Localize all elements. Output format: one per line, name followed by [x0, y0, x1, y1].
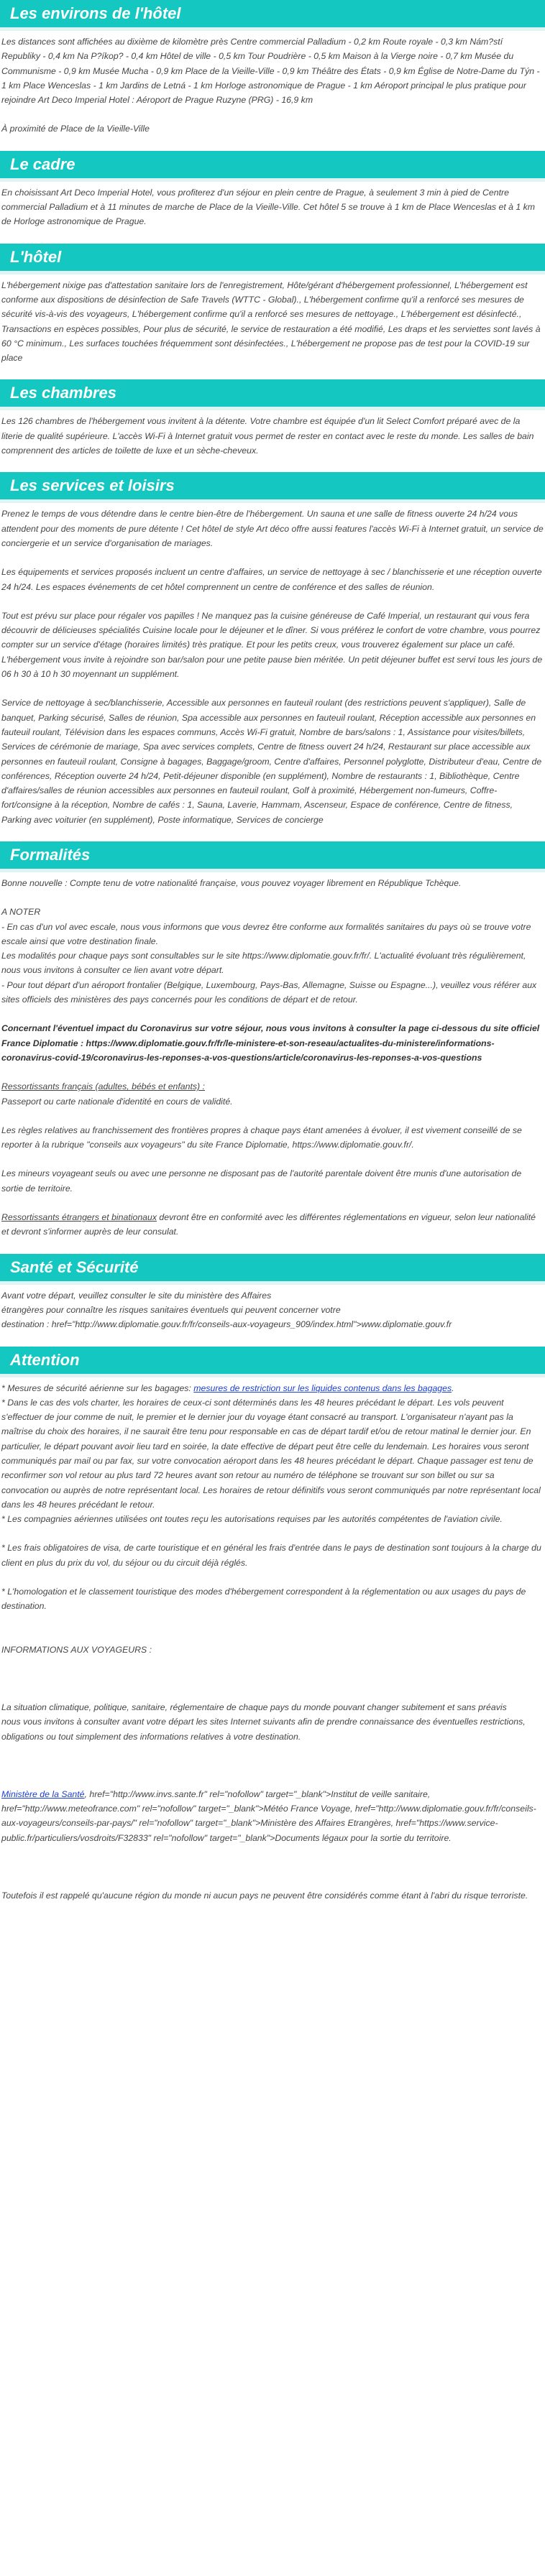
- section-title-chambres: Les chambres: [0, 379, 545, 407]
- attention-invite: nous vous invitons à consulter avant votre départ les sites Internet suivants afin de prendre connaissance des éventuelles restrictions, obligations ou tout simplement des informations relatives à votre destination.: [1, 1717, 526, 1742]
- attention-visa-fees: * Les frais obligatoires de visa, de carte touristique et en général les frais d'entrée dans le pays de destination sont toujours à la charge du client en plus du prix du vol, du séjour ou du circuit déjà réglés.: [1, 1543, 541, 1568]
- section-attention: [0, 1347, 545, 1903]
- formalites-foreigners-label: Ressortissants étrangers et binationaux: [1, 1212, 157, 1223]
- services-equipment: Les équipements et services proposés incluent un centre d'affaires, un service de nettoyage à sec / blanchisserie et une réception ouverte 24 h/24. Les espaces événements de cet hôtel comprennent un centre de conférence et des salles de réunion.: [1, 567, 542, 592]
- formalites-note-border-airport: - Pour tout départ d'un aéroport frontalier (Belgique, Luxembourg, Pays-Bas, Allemagne, Suisse ou Espagne...), veuillez vous référer aux sites officiels des ministères des pays concernés pour les conditions de départ et de retour.: [1, 979, 537, 1005]
- cadre-text: En choisissant Art Deco Imperial Hotel, vous profiterez d'un séjour en plein centre de Prague, à seulement 3 min à pied de Centre commercial Palladium et à 11 minutes de marche de Place de la Vieille-Ville. Cet hôtel 5 se trouve à 1 km de Place Wenceslas et à 1 km de Horloge astronomique de Prague.: [1, 187, 536, 227]
- attention-luggage-end: .: [452, 1382, 454, 1393]
- formalites-minors: Les mineurs voyageant seuls ou avec une personne ne disposant pas de l'autorité parentale doivent être munis d'une autorisation de sortie de territoire.: [1, 1168, 522, 1194]
- formalites-french-label: Ressortissants français (adultes, bébés et enfants) :: [1, 1081, 205, 1092]
- liquids-restriction-link[interactable]: mesures de restriction sur les liquides contenus dans les bagages: [193, 1382, 452, 1393]
- section-title-environs: Les environs de l'hôtel: [0, 0, 545, 27]
- services-wellness: Prenez le temps de vous détendre dans le centre bien-être de l'hébergement. Un sauna et une salle de fitness ouverte 24 h/24 vous attendent pour des moments de pure détente ! Cet hôtel de style Art déco offre aussi features l'accès Wi-Fi à Internet gratuit, un service de conciergerie et un service d'organisation de mariages.: [1, 509, 544, 548]
- ministry-health-link[interactable]: Ministère de la Santé: [1, 1788, 85, 1799]
- services-list: Service de nettoyage à sec/blanchisserie, Accessible aux personnes en fauteuil roulant (des restrictions peuvent s'appliquer), Salle de banquet, Parking sécurisé, Salles de réunion, Spa accessible aux personnes en fauteuil roulant, Réception accessible aux personnes en fauteuil roulant, Télévision dans les espaces communs, Accès Wi-Fi gratuit, Nombre de bars/salons : 1, Assistance pour visites/billets, Services de cérémonie de mariage, Spa avec services complets, Centre de fitness ouvert 24 h/24, Restaurant sur place accessible aux personnes en fauteuil roulant, Consigne à bagages, Baggage/groom, Centre d'affaires, Personnel polyglotte, Distributeur d'eau, Centre de conférences, Réception ouverte 24 h/24, Petit-déjeuner disponible (en supplément), Nombre de restaurants : 1, Bibliothèque, Centre d'affaires/salles de réunion accessibles aux personnes en fauteuil roulant, Golf à proximité, Hébergement non-fumeurs, Coffre-fort/consigne à la réception, Nombre de cafés : 1, Sauna, Laverie, Hammam, Ascenseur, Espace de conférence, Centre de fitness, Parking avec voiturier (en supplément), Poste informatique, Services de concierge: [1, 698, 542, 825]
- attention-terror-note: Toutefois il est rappelé qu'aucune région du monde ni aucun pays ne peuvent être considérés comme étant à l'abri du risque terroriste.: [1, 1891, 528, 1901]
- formalites-foreigners-text: devront être en conformité avec les différentes réglementations en vigueur, selon leur nationalité et devront s'informer auprès de leur consulat.: [1, 1212, 536, 1237]
- attention-luggage: [1, 1381, 544, 1395]
- formalites-foreigners: [1, 1210, 544, 1239]
- attention-links: [1, 1787, 544, 1845]
- attention-airlines: * Les compagnies aériennes utilisées ont toutes reçu les autorisations requises par les autorités compétentes de l'aviation civile.: [1, 1514, 503, 1525]
- sante-line-3: destination : href="http://www.diplomatie.gouv.fr/fr/conseils-aux-voyageurs_909/index.html">www.diplomatie.gouv.fr: [1, 1319, 452, 1330]
- section-title-services: Les services et loisirs: [0, 472, 545, 499]
- section-cadre: [0, 151, 545, 229]
- formalites-good-news: Bonne nouvelle : Compte tenu de votre nationalité française, vous pouvez voyager librement en République Tchèque.: [1, 877, 462, 888]
- section-title-formalites: Formalités: [0, 841, 545, 869]
- section-services: [0, 472, 545, 827]
- formalites-coronavirus: Concernant l'éventuel impact du Coronavirus sur votre séjour, nous vous invitons à consulter la page ci-dessous du site officiel France Diplomatie : https://www.diplomatie.gouv.fr/fr/le-ministere-et-son-reseau/actualites-du-ministere/informations-coronavirus-covid-19/coronavirus-les-reponses-a-vos-questions/article/coronavirus-les-reponses-a-vos-questions: [1, 1023, 540, 1063]
- services-dining: Tout est prévu sur place pour régaler vos papilles ! Ne manquez pas la cuisine généreuse de Café Imperial, un restaurant qui vous fera découvrir de délicieuses spécialités Cuisine locale pour le déjeuner et le dîner. Si vous préférez le confort de votre chambre, vous pourrez compter sur un service d'étage (horaires limités) très pratique. Et pour les petits creux, vous trouverez également sur place un café. L'hébergement vous invite à rejoindre son bar/salon pour une petite pause bien méritée. Un petit déjeuner buffet est servi tous les jours de 06 h 30 à 10 h 30 moyennant un supplément.: [1, 610, 543, 680]
- attention-homologation: * L'homologation et le classement touristique des modes d'hébergement correspondent à la réglementation ou aux usages du pays de destination.: [1, 1587, 526, 1612]
- hotel-text: L'hébergement nixige pas d'attestation sanitaire lors de l'enregistrement, Hôte/gérant d'hébergement professionnel, L'hébergement est conforme aux dispositions de désinfection de Safe Travels (WTTC - Global)., L'hébergement confirme qu'il a renforcé ses mesures de sécurité vis-à-vis des voyageurs, L'hébergement confirme qu'il a renforcé ses mesures de nettoyage., L'hébergement est désinfecté., Transactions en espèces possibles, Pour plus de sécurité, le service de restauration a été modifié, Les draps et les serviettes sont lavés à 60 °C minimum., Les surfaces touchées fréquemment sont désinfectées., L'hébergement ne propose pas de test pour la COVID-19 sur place: [1, 280, 541, 364]
- section-title-sante: Santé et Sécurité: [0, 1254, 545, 1281]
- formalites-french-text: Passeport ou carte nationale d'identité en cours de validité.: [1, 1096, 233, 1107]
- attention-info-heading: INFORMATIONS AUX VOYAGEURS :: [1, 1644, 152, 1655]
- formalites-note-heading: A NOTER: [1, 907, 41, 918]
- section-title-cadre: Le cadre: [0, 151, 545, 178]
- section-hotel: [0, 244, 545, 366]
- section-sante: [0, 1254, 545, 1332]
- sante-line-1: Avant votre départ, veuillez consulter le site du ministère des Affaires: [1, 1290, 272, 1301]
- formalites-note-modalities: Les modalités pour chaque pays sont consultables sur le site https://www.diplomatie.gouv.fr/fr/. L'actualité évoluant très régulièrement, nous vous invitons à consulter ce lien avant votre départ.: [1, 951, 526, 976]
- formalites-note-stopover: - En cas d'un vol avec escale, nous vous informons que vous devrez être conforme aux formalités sanitaires du pays où se trouve votre escale ainsi que votre destination finale.: [1, 921, 531, 946]
- chambres-text: Les 126 chambres de l'hébergement vous invitent à la détente. Votre chambre est équipée d'un lit Select Comfort préparé avec de la literie de qualité supérieure. L'accès Wi-Fi à Internet gratuit vous permet de rester en contact avec le reste du monde. Les salles de bain comprennent des articles de toilette de luxe et un sèche-cheveux.: [1, 416, 534, 456]
- sante-line-2: étrangères pour connaître les risques sanitaires éventuels qui peuvent concerner votre: [1, 1304, 341, 1315]
- attention-charter: * Dans le cas des vols charter, les horaires de ceux-ci sont déterminés dans les 48 heures précédant le départ. Les vols peuvent s'effectuer de jour comme de nuit, le premier et le dernier jour du voyage étant consacré au transport. L'organisateur n'ayant pas la maîtrise du choix des horaires, il ne saurait être tenu pour responsable en cas de départ tardif et/ou de retour matinal le dernier jour. En particulier, le départ pouvant avoir lieu tard en soirée, la date effective de départ peut être celle du lendemain. Les horaires vous seront communiqués par mail ou par fax, sur votre convocation aéroport dans les 48 heures précédant le départ. Chaque passager est tenu de reconfirmer son vol retour au plus tard 72 heures avant son retour au numéro de téléphone se trouvant sur son billet ou sur sa convocation ou auprès de notre représentant local. Les horaires de retour définitifs vous seront communiqués par notre représentant local dans les 48 heures précédant le retour.: [1, 1397, 541, 1510]
- environs-distances: Les distances sont affichées au dixième de kilomètre près Centre commercial Palladium - 0,2 km Route royale - 0,3 km Nám?stí Republiky - 0,4 km Na P?íkop? - 0,4 km Hôtel de ville - 0,5 km Tour Poudrière - 0,5 km Maison à la Vierge noire - 0,7 km Musée du Communisme - 0,9 km Musée Mucha - 0,9 km Place de la Vieille-Ville - 0,9 km Théâtre des États - 0,9 km Église de Notre-Dame du Týn - 1 km Place Wenceslas - 1 km Jardins de Letná - 1 km Horloge astronomique de Prague - 1 km Aéroport principal le plus pratique pour rejoindre Art Deco Imperial Hotel : Aéroport de Prague Ruzyne (PRG) - 16,9 km: [1, 37, 540, 106]
- attention-situation: La situation climatique, politique, sanitaire, réglementaire de chaque pays du monde pouvant changer subitement et sans préavis: [1, 1702, 507, 1712]
- section-title-hotel: L'hôtel: [0, 244, 545, 271]
- environs-proximity: À proximité de Place de la Vieille-Ville: [1, 124, 150, 134]
- attention-links-text: , href="http://www.invs.sante.fr" rel="nofollow" target="_blank">Institut de veille sanitaire, href="http://www.meteofrance.com" rel="nofollow" target="_blank">Météo France Voyage, href="http://www.diplomatie.gouv.fr/fr/conseils-aux-voyageurs/conseils-par-pays/" rel="nofollow" target="_blank">Ministère des Affaires Etrangères, href="https://www.service-public.fr/particuliers/vosdroits/F32833" rel="nofollow" target="_blank">Documents légaux pour la sortie du territoire.: [1, 1788, 536, 1843]
- section-formalites: [0, 841, 545, 1239]
- section-chambres: [0, 379, 545, 458]
- section-title-attention: Attention: [0, 1347, 545, 1374]
- formalites-border-rules: Les règles relatives au franchissement des frontières propres à chaque pays étant amenées à évoluer, il est vivement conseillé de se reporter à la rubrique "conseils aux voyageurs" du site France Diplomatie, https://www.diplomatie.gouv.fr/.: [1, 1125, 522, 1150]
- attention-luggage-text: * Mesures de sécurité aérienne sur les bagages:: [1, 1382, 194, 1393]
- section-environs: [0, 0, 545, 137]
